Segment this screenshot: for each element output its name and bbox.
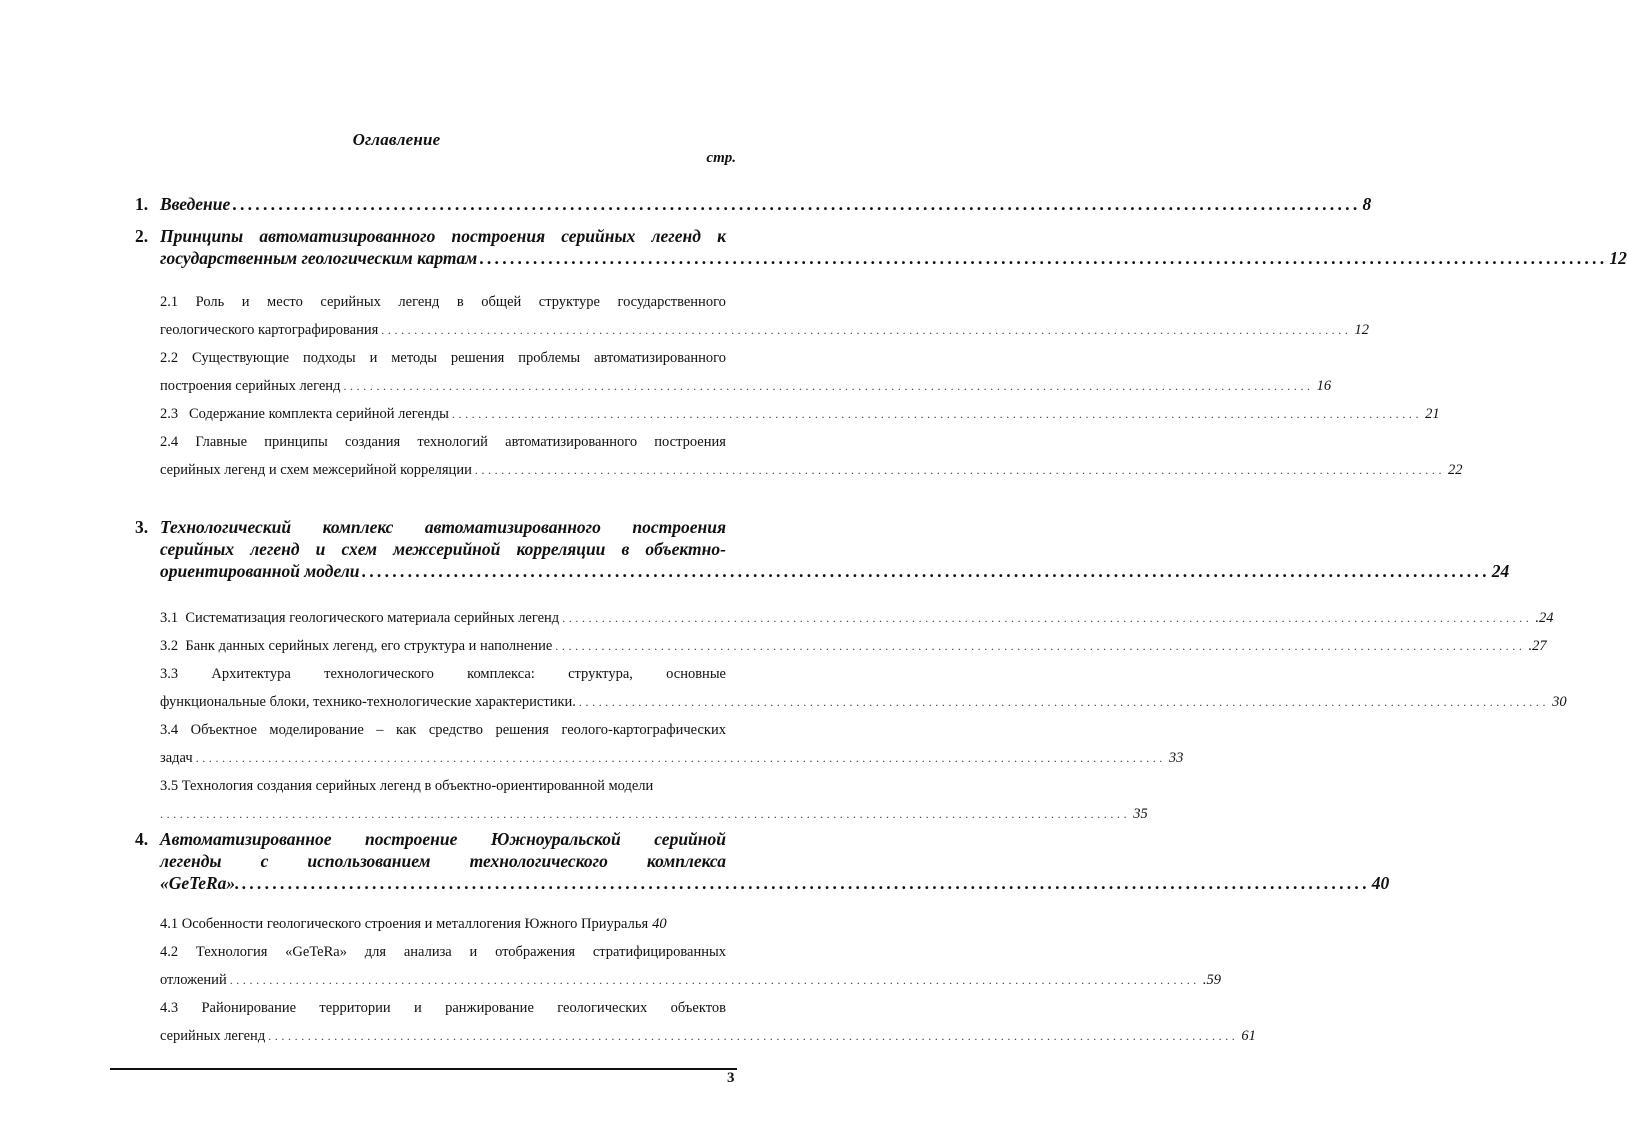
toc-section-3[interactable] <box>135 516 1510 582</box>
word: серийных <box>320 294 381 310</box>
word: – <box>376 722 384 738</box>
subsection-title: 2.3 Содержание комплекта серийной легенды <box>160 406 449 422</box>
toc-section-1[interactable] <box>135 193 1372 215</box>
word: Автоматизированное <box>160 829 332 849</box>
word: создания <box>345 434 401 450</box>
toc-subsection-2-3[interactable] <box>160 400 1440 428</box>
toc-subsection-2-4[interactable] <box>160 428 1463 484</box>
dot-leader: ................................................................................................................................................... <box>451 407 1423 421</box>
word: Роль <box>195 294 225 310</box>
word: в <box>456 294 464 310</box>
word: «GeTeRa» <box>285 944 347 960</box>
subsection-title: построения серийных легенд <box>160 378 341 394</box>
subsection-title: геологического картографирования <box>160 322 379 338</box>
word: геологических <box>557 1000 648 1016</box>
subsection-page: 21 <box>1425 406 1440 422</box>
subsection-page: 22 <box>1448 462 1463 478</box>
subsection-title: 3.1 Систематизация геологического материала серийных легенд <box>160 610 560 626</box>
word: 2.2 <box>160 350 179 366</box>
subsection-page: 61 <box>1241 1028 1256 1044</box>
subsection-page: 30 <box>1552 694 1567 710</box>
dot-leader: ................................................................................................................................................... <box>229 973 1200 987</box>
word: 2.4 <box>160 434 179 450</box>
toc-section-2[interactable] <box>135 225 1627 269</box>
subsection-page: .27 <box>1528 638 1547 654</box>
word: Районирование <box>201 1000 297 1016</box>
dot-leader: ................................................................................................................................................... <box>562 611 1533 625</box>
word: Южноуральской <box>490 829 621 849</box>
subsection-title: серийных легенд и схем межсерийной корреляции <box>160 462 472 478</box>
word: межсерийной <box>393 539 501 559</box>
word: анализа <box>403 944 452 960</box>
word: средство <box>428 722 483 738</box>
word: Принципы <box>160 226 244 246</box>
word: 4.3 <box>160 1000 179 1016</box>
word: Архитектура <box>211 666 291 682</box>
section-number: 1. <box>135 194 149 214</box>
dot-leader: ................................................................................................................................................... <box>474 463 1446 477</box>
section-title-line <box>160 516 726 538</box>
subsection-page: 40 <box>652 916 667 932</box>
word: серийных <box>561 226 636 246</box>
word: решения <box>450 350 505 366</box>
word: в <box>621 539 630 559</box>
word: серийной <box>654 829 726 849</box>
dot-leader: ................................................................................................................................................... <box>343 379 1314 393</box>
word: принципы <box>264 434 328 450</box>
dot-leader: ................................................................................................................................................... <box>232 194 1361 214</box>
word: и <box>413 1000 422 1016</box>
word: проблемы <box>518 350 581 366</box>
section-page: 8 <box>1362 194 1372 214</box>
section-title-line <box>160 538 726 560</box>
word: серийных <box>160 539 235 559</box>
word: к <box>717 226 726 246</box>
subsection-title-line <box>160 994 726 1022</box>
toc-subsection-3-2[interactable] <box>160 632 1547 660</box>
subsection-title: 3.2 Банк данных серийных легенд, его структура и наполнение <box>160 638 553 654</box>
word: 3.3 <box>160 666 179 682</box>
word: Технология <box>195 944 268 960</box>
word: построения <box>451 226 546 246</box>
subsection-title: функциональные блоки, технико-технологические характеристики. <box>160 694 576 710</box>
section-page: 40 <box>1371 873 1390 893</box>
dot-leader: ................................................................................................................................................... <box>555 639 1526 653</box>
subsection-page: 33 <box>1168 750 1184 766</box>
word: и <box>469 944 478 960</box>
word: комплекса: <box>467 666 535 682</box>
dot-leader: ................................................................................................................................................... <box>479 248 1608 268</box>
subsection-title: 4.1 Особенности геологического строения и металлогения Южного Приуралья <box>160 916 649 932</box>
section-title: ориентированной модели <box>160 561 360 581</box>
word: комплекса <box>646 851 726 871</box>
word: легенды <box>160 851 222 871</box>
section-number: 4. <box>135 829 149 849</box>
word: схем <box>341 539 378 559</box>
subsection-title: отложений <box>160 972 227 988</box>
subsection-title-line <box>160 660 726 688</box>
section-number: 2. <box>135 226 149 246</box>
toc-subsection-3-1[interactable] <box>160 604 1554 632</box>
subsection-title-line <box>160 428 726 456</box>
footer-rule <box>110 1068 737 1070</box>
section-page: 12 <box>1609 248 1627 268</box>
word: методы <box>391 350 437 366</box>
word: технологий <box>417 434 488 450</box>
toc-subsection-4-2[interactable] <box>160 938 1222 994</box>
word: автоматизированного <box>505 434 638 450</box>
word: комплекс <box>322 517 394 537</box>
toc-subsection-2-1[interactable] <box>160 288 1369 344</box>
word: моделирование <box>269 722 364 738</box>
word: объектов <box>670 1000 726 1016</box>
subsection-title-line <box>160 288 726 316</box>
word: структуре <box>538 294 600 310</box>
word: корреляции <box>516 539 606 559</box>
toc-subsection-2-2[interactable] <box>160 344 1332 400</box>
word: для <box>364 944 387 960</box>
subsection-page: 16 <box>1316 378 1332 394</box>
word: 3.4 <box>160 722 179 738</box>
word: автоматизированного <box>424 517 601 537</box>
section-title: Введение <box>160 194 231 214</box>
word: ранжирование <box>445 1000 534 1016</box>
word: отображения <box>495 944 576 960</box>
word: автоматизированного <box>259 226 436 246</box>
toc-section-4[interactable] <box>135 828 1390 894</box>
word: и <box>315 539 326 559</box>
word: основные <box>666 666 726 682</box>
word: легенд <box>398 294 440 310</box>
page-column-label: стр. <box>706 150 736 166</box>
dot-leader: ................................................................................................................................................... <box>160 807 1131 821</box>
word: автоматизированного <box>594 350 726 366</box>
word: государственного <box>617 294 726 310</box>
page-number: 3 <box>727 1070 735 1086</box>
toc-subsection-4-3[interactable] <box>160 994 1256 1050</box>
word: 4.2 <box>160 944 179 960</box>
toc-title: Оглавление <box>352 130 441 149</box>
toc-subsection-3-3[interactable] <box>160 660 1567 716</box>
word: Существующие <box>192 350 290 366</box>
word: место <box>267 294 303 310</box>
word: решения <box>495 722 549 738</box>
section-title: государственным геологическим картам <box>160 248 478 268</box>
section-title-line <box>160 850 726 872</box>
word: подходы <box>303 350 356 366</box>
subsection-page: .24 <box>1535 610 1554 626</box>
dot-leader: ................................................................................................................................................... <box>381 323 1352 337</box>
subsection-title: серийных легенд <box>160 1028 266 1044</box>
word: технологического <box>324 666 434 682</box>
subsection-title: задач <box>160 750 193 766</box>
word: структура, <box>568 666 633 682</box>
subsection-page: 35 <box>1133 806 1148 822</box>
word: технологического <box>469 851 608 871</box>
word: территории <box>319 1000 391 1016</box>
word: стратифицированных <box>592 944 726 960</box>
dot-leader: ................................................................................................................................................... <box>578 695 1550 709</box>
section-number: 3. <box>135 517 149 537</box>
word: как <box>396 722 417 738</box>
word: Главные <box>195 434 248 450</box>
word: Объектное <box>190 722 257 738</box>
word: построение <box>365 829 458 849</box>
word: Технологический <box>160 517 292 537</box>
toc-subsection-4-1[interactable] <box>160 910 726 938</box>
section-page: 24 <box>1491 561 1510 581</box>
dot-leader: ................................................................................................................................................... <box>195 751 1166 765</box>
word: с <box>260 851 269 871</box>
subsection-title-line <box>160 938 726 966</box>
word: легенд <box>250 539 300 559</box>
word: и <box>241 294 250 310</box>
subsection-title-line <box>160 344 726 372</box>
word: общей <box>481 294 522 310</box>
dot-leader: ................................................................................................................................................... <box>268 1029 1239 1043</box>
section-title: «GeTeRa». <box>160 873 240 893</box>
dot-leader: ................................................................................................................................................... <box>241 873 1370 893</box>
word: построения <box>654 434 726 450</box>
word: 2.1 <box>160 294 179 310</box>
subsection-page: 12 <box>1354 322 1369 338</box>
word: геолого-картографических <box>561 722 726 738</box>
dot-leader: ................................................................................................................................................... <box>361 561 1490 581</box>
word: легенд <box>651 226 701 246</box>
subsection-title-line: 3.5 Технология создания серийных легенд в объектно-ориентированной модели <box>160 778 654 794</box>
word: и <box>369 350 378 366</box>
word: объектно- <box>645 539 726 559</box>
section-title-line <box>160 828 726 850</box>
word: построения <box>632 517 726 537</box>
toc-subsection-3-4[interactable] <box>160 716 1184 772</box>
toc-subsection-3-5[interactable] <box>160 772 1148 828</box>
subsection-title-line <box>160 716 726 744</box>
section-title-line <box>160 225 726 247</box>
word: использованием <box>307 851 431 871</box>
subsection-page: .59 <box>1202 972 1222 988</box>
